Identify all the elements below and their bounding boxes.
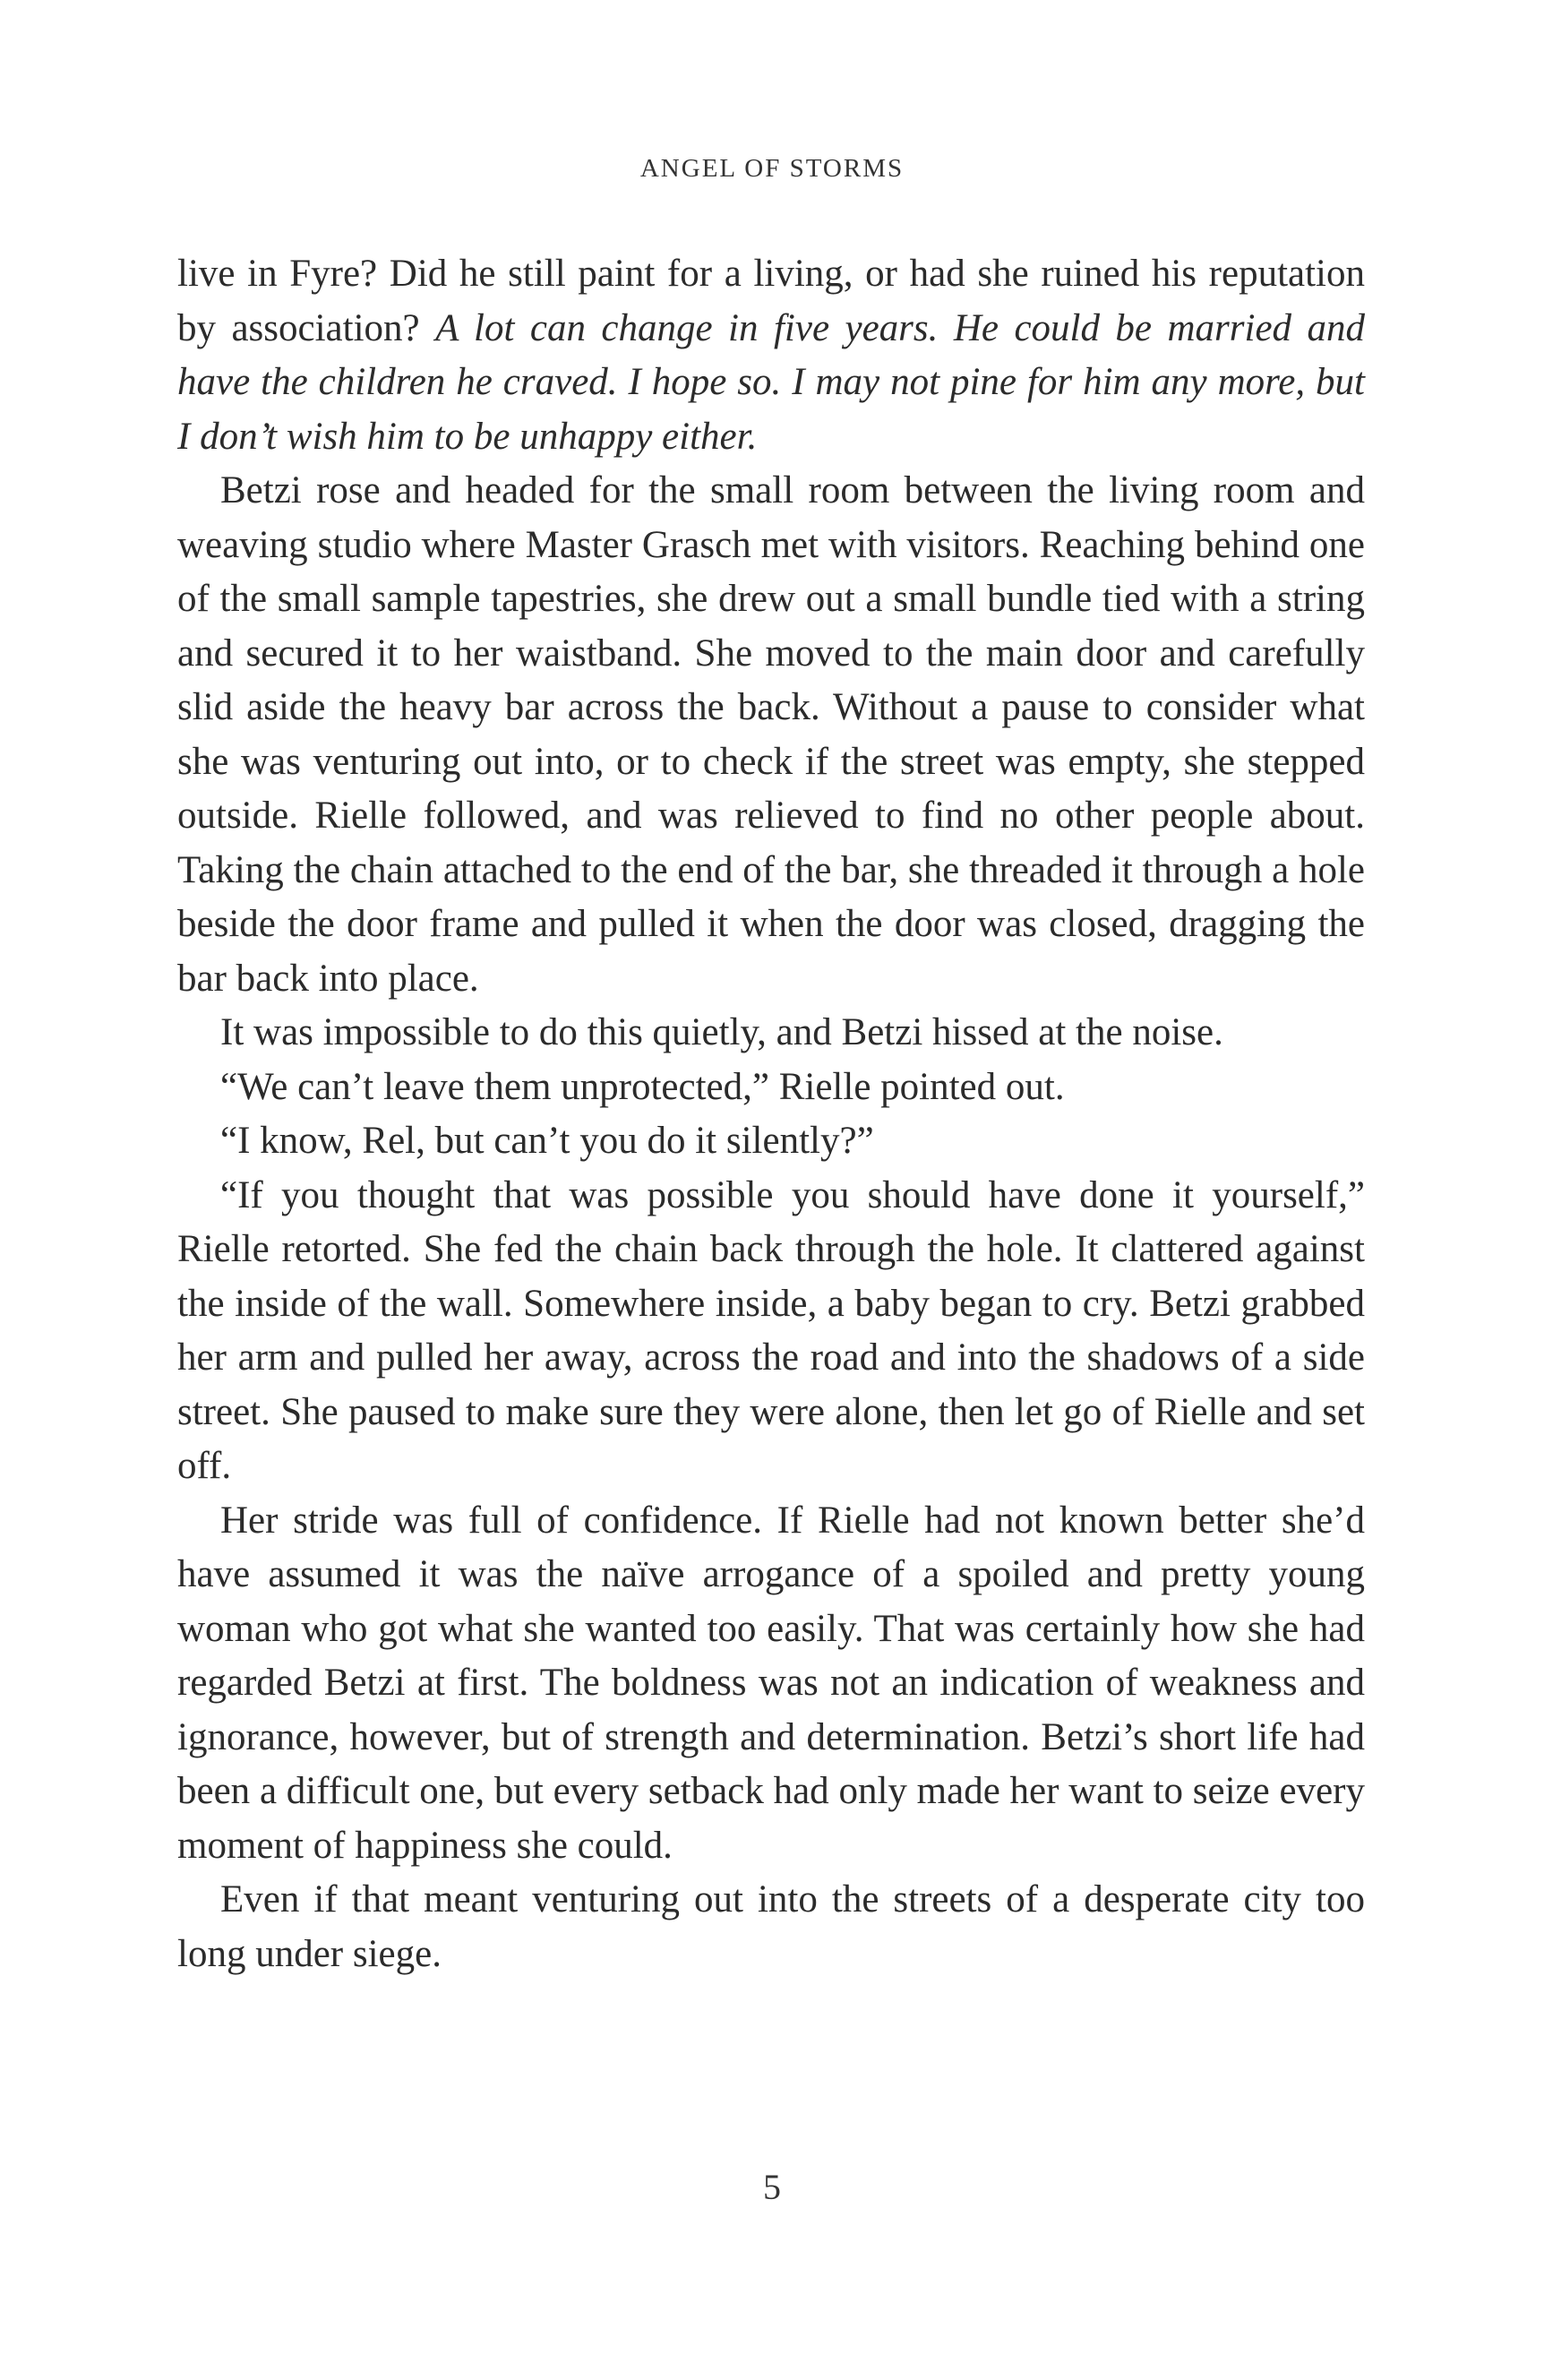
paragraph: Betzi rose and headed for the small room between the living room and weaving studio where Master Grasch met with visitors. Reaching behind one of the small sample tapestries, she drew out a small bundle tied with a string and secured it to her waistband. She moved to the main door and carefully slid aside the heavy bar across the back. Without a pause to consider what she was venturing out into, or to check if the street was empty, she stepped outside. Rielle followed, and was relieved to find no other people about. Taking the chain attached to the end of the bar, she threaded it through a hole beside the door frame and pulled it when the door was closed, dragging the bar back into place.	[177, 469, 1365, 1000]
paragraph: Even if that meant venturing out into the streets of a desperate city too long under siege.	[177, 1878, 1365, 1975]
page-number: 5	[763, 2167, 781, 2207]
paragraph: “We can’t leave them unprotected,” Rielle pointed out.	[220, 1065, 1065, 1108]
body-text	[177, 247, 1365, 1981]
paragraph: Her stride was full of confidence. If Rielle had not known better she’d have assumed it was the naïve arrogance of a spoiled and pretty young woman who got what she wanted too easily. That was certainly how she had regarded Betzi at first. The boldness was not an indication of weakness and ignorance, however, but of strength and determination. Betzi’s short life had been a difficult one, but every setback had only made her want to seize every moment of happiness she could.	[177, 1499, 1365, 1867]
paragraph: “I know, Rel, but can’t you do it silently?”	[220, 1120, 874, 1162]
paragraph-text: live in Fyre? Did he still paint for a living, or had she ruined his reputation by association?	[177, 253, 1365, 349]
italic-thought: A lot can change in five years. He could be married and have the children he craved. I hope so. I may not pine for him any more, but I don’t wish him to be unhappy either.	[177, 306, 1365, 458]
paragraph: “If you thought that was possible you should have done it yourself,” Rielle retorted. She fed the chain back through the hole. It clattered against the inside of the wall. Somewhere inside, a baby began to cry. Betzi grabbed her arm and pulled her away, across the road and into the shadows of a side street. She paused to make sure they were alone, then let go of Rielle and set off.	[177, 1173, 1365, 1487]
paragraph-continued	[177, 247, 1365, 464]
paragraph: It was impossible to do this quietly, and Betzi hissed at the noise.	[220, 1011, 1223, 1053]
running-head: ANGEL OF STORMS	[639, 154, 905, 183]
